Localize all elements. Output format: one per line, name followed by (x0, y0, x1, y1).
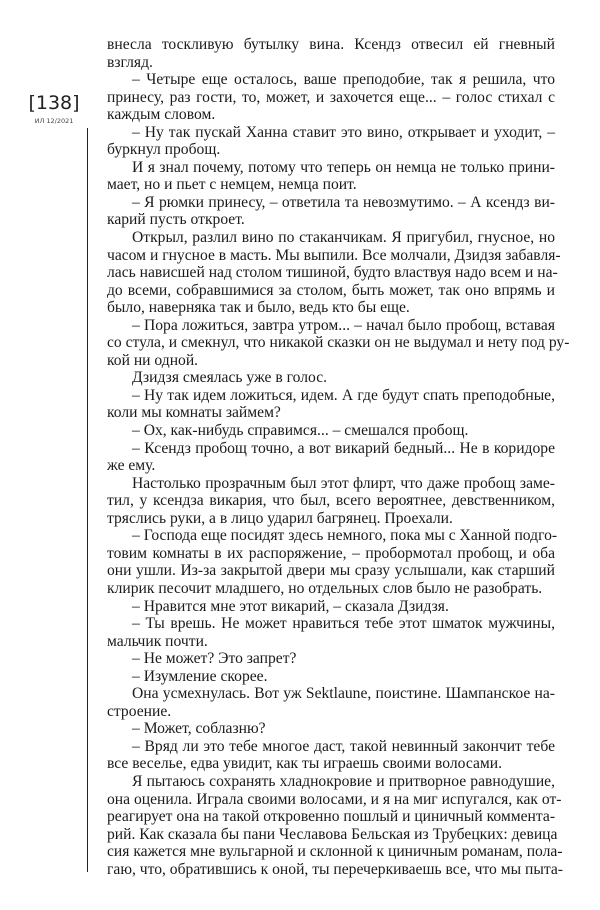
text-line: мальчик почти. (107, 632, 208, 650)
text-line: – Изумление скорее. (132, 667, 268, 685)
text-line: Дзидзя смеялась уже в голос. (132, 369, 328, 387)
text-line: кой ни одной. (107, 351, 199, 369)
text-line: товим комнаты в их распоряжение, – пробормотал пробощ, и оба (107, 544, 555, 562)
page-number: [138] (28, 92, 80, 114)
text-line: мает, но и пьет с немцем, немца поит. (107, 176, 357, 194)
text-line: же ему. (107, 457, 156, 475)
text-line: Открыл, разлил вино по стаканчикам. Я пригубил, гнусное, но (132, 229, 555, 247)
text-line: И я знал почему, потому что теперь он немца не только прини- (132, 158, 555, 176)
text-line: Настолько прозрачным был этот флирт, что даже пробощ заме- (132, 474, 555, 492)
text-line: – Ксендз пробощ точно, а вот викарий бедный... Не в коридоре (132, 439, 555, 457)
text-line: до всеми, собравшимися за столом, быть может, так оно впрямь и (107, 281, 555, 299)
text-line: каждым словом. (107, 106, 216, 124)
text-line: – Ох, как-нибудь справимся... – смешался пробощ. (132, 422, 469, 440)
text-line: – Господа еще посидят здесь немного, пока мы с Ханной подго- (132, 527, 558, 545)
text-line: – Может, соблазню? (132, 720, 266, 738)
text-line: – Ну так идем ложиться, идем. А где будут спать преподобные, (132, 386, 555, 404)
text-line: было, наверняка так и было, ведь кто бы еще. (107, 299, 410, 317)
text-line: – Четыре еще осталось, ваше преподобие, так я решила, что (132, 71, 555, 89)
body-text (107, 36, 570, 878)
issue-label: ИЛ 12/2021 (34, 117, 74, 125)
text-line: гаю, что, обратившись к оной, ты перечеркиваешь все, что мы пыта- (107, 860, 563, 878)
text-line: – Ты врешь. Не может нравиться тебе этот шматок мужчины, (132, 615, 555, 633)
text-line: тил, у ксендза викария, что был, всего вероятнее, девственником, (107, 492, 555, 510)
text-line: реагирует она на такой откровенно пошлый и циничный коммента- (107, 808, 556, 826)
text-line: тряслись руки, а в лицо ударил багрянец. Проехали. (107, 509, 453, 527)
text-line: она оценила. Играла своими волосами, и я на миг испугался, как от- (107, 790, 562, 808)
text-line: все веселье, едва увидит, как ты играешь своими волосами. (107, 755, 502, 773)
text-line: они ушли. Из-за закрытой двери мы сразу услышали, как старший (107, 562, 555, 580)
text-line: – Ну так пускай Ханна ставит это вино, открывает и уходит, – (132, 123, 555, 141)
text-line: взгляд. (107, 53, 153, 71)
text-line: Она усмехнулась. Вот уж Sektlaune, поистине. Шампанское на- (132, 685, 555, 703)
text-line: рий. Как сказала бы пани Чеславова Бельская из Трубецких: девица (107, 825, 558, 843)
text-line: карий пусть откроет. (107, 211, 245, 229)
text-line: внесла тоскливую бутылку вина. Ксендз отвесил ей гневный (107, 36, 555, 53)
text-line: сия кажется мне вульгарной и склонной к циничным романам, пола- (107, 843, 563, 861)
text-line: строение. (107, 702, 172, 720)
text-line: коли мы комнаты займем? (107, 404, 281, 422)
text-line: часом и гнусное в масть. Мы выпили. Все молчали, Дзидзя забавля- (107, 246, 561, 264)
text-line: буркнул пробощ. (107, 141, 221, 159)
text-line: лась нависшей над столом тишиной, будто властвуя надо всем и на- (107, 264, 558, 282)
text-line: – Вряд ли это тебе многое даст, такой невинный закончит тебе (132, 737, 555, 755)
text-line: – Я рюмки принесу, – ответила та невозмутимо. – А ксендз ви- (132, 193, 555, 211)
margin-rule (87, 128, 88, 872)
text-line: со стула, и смекнул, что никакой сказки он не выдумал и нету под ру- (107, 334, 570, 352)
text-line: – Пора ложиться, завтра утром... – начал было пробощ, вставая (132, 316, 555, 334)
text-line: клирик песочит младшего, но отдельных слов было не разобрать. (107, 579, 543, 597)
text-line: – Нравится мне этот викарий, – сказала Дзидзя. (132, 597, 449, 615)
text-line: – Не может? Это запрет? (132, 650, 297, 668)
text-line: принесу, раз гости, то, может, и захочется еще... – голос стихал с (107, 88, 555, 106)
text-line: Я пытаюсь сохранять хладнокровие и притворное равнодушие, (132, 772, 555, 790)
